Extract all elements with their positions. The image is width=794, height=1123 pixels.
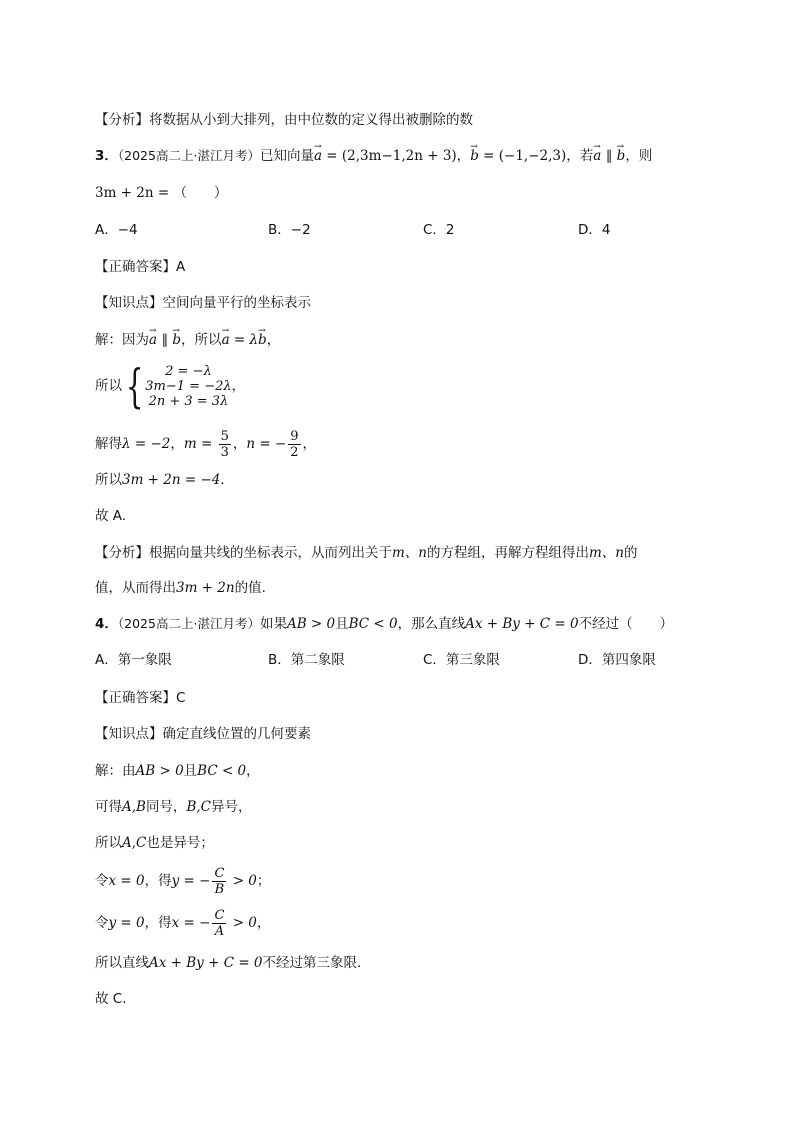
q3-an2-end: 的值. (234, 580, 266, 596)
q4-sol2-pre: 可得 (95, 799, 122, 815)
q4-sol6-end: 不经过第三象限. (262, 955, 362, 971)
q4-sol4-gt: > 0 (228, 873, 257, 889)
q4-solution-7: 故 C. (95, 991, 127, 1007)
q4-sol4-pre: 令 (95, 873, 109, 889)
q4-solution-2 (95, 797, 252, 817)
q4-sol4-x: x = 0 (108, 873, 145, 889)
q3-an1-pre: 【分析】根据向量共线的坐标表示，从而列出关于 (95, 545, 392, 561)
q3-sol1-eq: = λ (229, 332, 259, 348)
q4-sol1-pre: 解：由 (95, 763, 136, 779)
q3-sol1-vec-a: → a (149, 330, 157, 350)
q3-parallel-a: → a (593, 146, 601, 166)
q4-sol2-ab: A,B (122, 799, 146, 815)
q4-sol5-end: ， (256, 915, 271, 931)
q3-option-b: B．−2 (268, 222, 311, 238)
q3-stem-line1 (95, 146, 652, 166)
q3-stem-a: 已知向量 (259, 148, 314, 164)
q3-sol1-vec-a2: → a (222, 330, 230, 350)
q4-sol5-x: x = − (171, 915, 211, 931)
q3-sol4-expr: 3m + 2n = −4 (122, 472, 221, 488)
q4-sol1-c2: BC < 0 (197, 763, 247, 779)
q3-sol3-end: ， (302, 436, 317, 452)
frac-m-num: 5 (220, 428, 229, 444)
q3-sol1-vec-b: → b (172, 330, 181, 350)
q4-line-eq: Ax + By + C = 0 (465, 616, 579, 632)
q4-stem-c: 不经过（ ） (578, 616, 674, 632)
q4-option-d: D．第四象限 (578, 652, 656, 668)
q3-sys-end: ， (231, 378, 246, 394)
fraction-c-over-a (212, 908, 226, 939)
q3-option-d: D．4 (578, 222, 611, 238)
q4-stem-a: 如果 (259, 616, 287, 632)
q4-number: 4． (95, 616, 118, 632)
q3-solution-3 (95, 427, 316, 461)
q4-sol3-ac: A,C (122, 835, 147, 851)
q3-sol1-vec-b2: → b (258, 330, 267, 350)
q3-parallel-b: → b (617, 146, 626, 166)
q3-option-a: A．−4 (95, 222, 138, 238)
q4-sol2-end: 异号， (211, 799, 252, 815)
fraction-m (219, 429, 231, 460)
q4-option-a: A．第一象限 (95, 652, 172, 668)
q3-solution-system (95, 359, 246, 413)
q3-an1-vars: m、n (392, 545, 427, 561)
q3-sol3-m: m = (183, 436, 217, 452)
q3-expr-b: = (−1,−2,3)，若 (478, 148, 594, 164)
frac-ca-num: C (214, 907, 225, 923)
q4-solution-6 (95, 953, 361, 973)
sys-row-3: 2n + 3 = 3λ (148, 393, 229, 409)
q3-an2-expr: 3m + 2n (176, 580, 235, 596)
q3-solution-4 (95, 470, 225, 490)
q3-expr-a: = (2,3m−1,2n + 3)， (322, 148, 471, 164)
q3-sol1-end: ， (266, 332, 281, 348)
q4-option-c: C．第三象限 (423, 652, 500, 668)
q3-an1-vars2: m、n (589, 545, 624, 561)
q4-stem-b: ，那么直线 (397, 616, 466, 632)
q3-answer: 【正确答案】A (95, 259, 186, 275)
q4-option-b: B．第二象限 (268, 652, 345, 668)
q4-cond1: AB > 0 (286, 616, 336, 632)
q4-sol5-pre: 令 (95, 915, 109, 931)
frac-n-num: 9 (290, 428, 299, 444)
q3-source: （2025高二上·湛江月考） (117, 148, 260, 163)
q3-sol3-lambda: λ = −2 (122, 436, 171, 452)
q4-cond2: BC < 0 (348, 616, 398, 632)
q3-analysis-2 (95, 578, 266, 598)
fraction-n (288, 429, 300, 460)
q3-analysis-1 (95, 543, 638, 563)
q3-sol3-n: n = − (246, 436, 287, 452)
frac-ca-den: A (214, 923, 225, 939)
q4-sol1-c1: AB > 0 (135, 763, 184, 779)
q4-sol5-mid: ，得 (144, 915, 172, 931)
q4-sol3-pre: 所以 (95, 835, 122, 851)
q3-sol3-pre: 解得 (95, 436, 122, 452)
analysis-top: 【分析】将数据从小到大排列，由中位数的定义得出被删除的数 (95, 112, 473, 128)
q3-stem-end: ，则 (625, 148, 653, 164)
q3-sol3-sep1: ， (170, 436, 184, 452)
q4-solution-3 (95, 833, 214, 853)
q3-solution-5: 故 A. (95, 508, 127, 524)
q4-and: 且 (335, 616, 349, 632)
q4-stem (95, 614, 673, 634)
q3-parallel-sym: ∥ (601, 148, 617, 164)
q3-sol4-end: . (220, 472, 225, 488)
q4-sol4-y: y = − (171, 873, 211, 889)
q4-solution-5 (95, 906, 270, 940)
q4-sol1-and: 且 (183, 763, 198, 779)
q3-sol1-mid: ，所以 (181, 332, 222, 348)
q4-sol1-end: ， (246, 763, 260, 779)
q4-answer: 【正确答案】C (95, 690, 186, 706)
q4-sol5-gt: > 0 (228, 915, 257, 931)
sys-row-1: 2 = −λ (165, 363, 212, 379)
q3-sol1-parallel: ∥ (157, 332, 173, 348)
q4-sol4-end: ； (256, 873, 271, 889)
q4-solution-4 (95, 864, 270, 898)
q4-sol5-y: y = 0 (108, 915, 145, 931)
q3-solution-1 (95, 330, 280, 350)
q4-knowledge: 【知识点】确定直线位置的几何要素 (95, 726, 311, 742)
q3-an1-end: 的 (624, 545, 638, 561)
q3-an1-mid: 的方程组，再解方程组得出 (427, 545, 589, 561)
frac-n-den: 2 (290, 444, 299, 460)
equation-system (122, 359, 232, 413)
q3-vec-a: → a (314, 146, 322, 166)
q4-sol2-mid: 同号， (145, 799, 187, 815)
brace-icon: { (125, 359, 144, 413)
q3-knowledge: 【知识点】空间向量平行的坐标表示 (95, 295, 311, 311)
frac-cb-num: C (214, 865, 225, 881)
q4-solution-1 (95, 761, 260, 781)
q4-sol6-eq: Ax + By + C = 0 (149, 955, 263, 971)
q3-vec-b: → b (470, 146, 479, 166)
q3-an2-pre: 值，从而得出 (95, 580, 176, 596)
q3-sol1-pre: 解：因为 (95, 332, 149, 348)
sys-row-2: 3m−1 = −2λ (145, 378, 232, 394)
frac-cb-den: B (214, 881, 225, 897)
q3-sys-pre: 所以 (95, 378, 122, 394)
frac-m-den: 3 (220, 444, 229, 460)
q4-source: （2025高二上·湛江月考） (117, 616, 260, 631)
q4-sol2-bc: B,C (186, 799, 212, 815)
fraction-c-over-b (212, 866, 226, 897)
q3-sol3-sep2: ， (232, 436, 247, 452)
q4-sol3-end: 也是异号； (146, 835, 214, 851)
q3-sol4-pre: 所以 (95, 472, 122, 488)
q4-sol4-mid: ，得 (144, 873, 172, 889)
q4-sol6-pre: 所以直线 (95, 955, 149, 971)
q3-stem-line2: 3m + 2n = （ ） (95, 185, 228, 201)
q3-option-c: C．2 (423, 222, 455, 238)
q3-number: 3． (95, 148, 118, 164)
